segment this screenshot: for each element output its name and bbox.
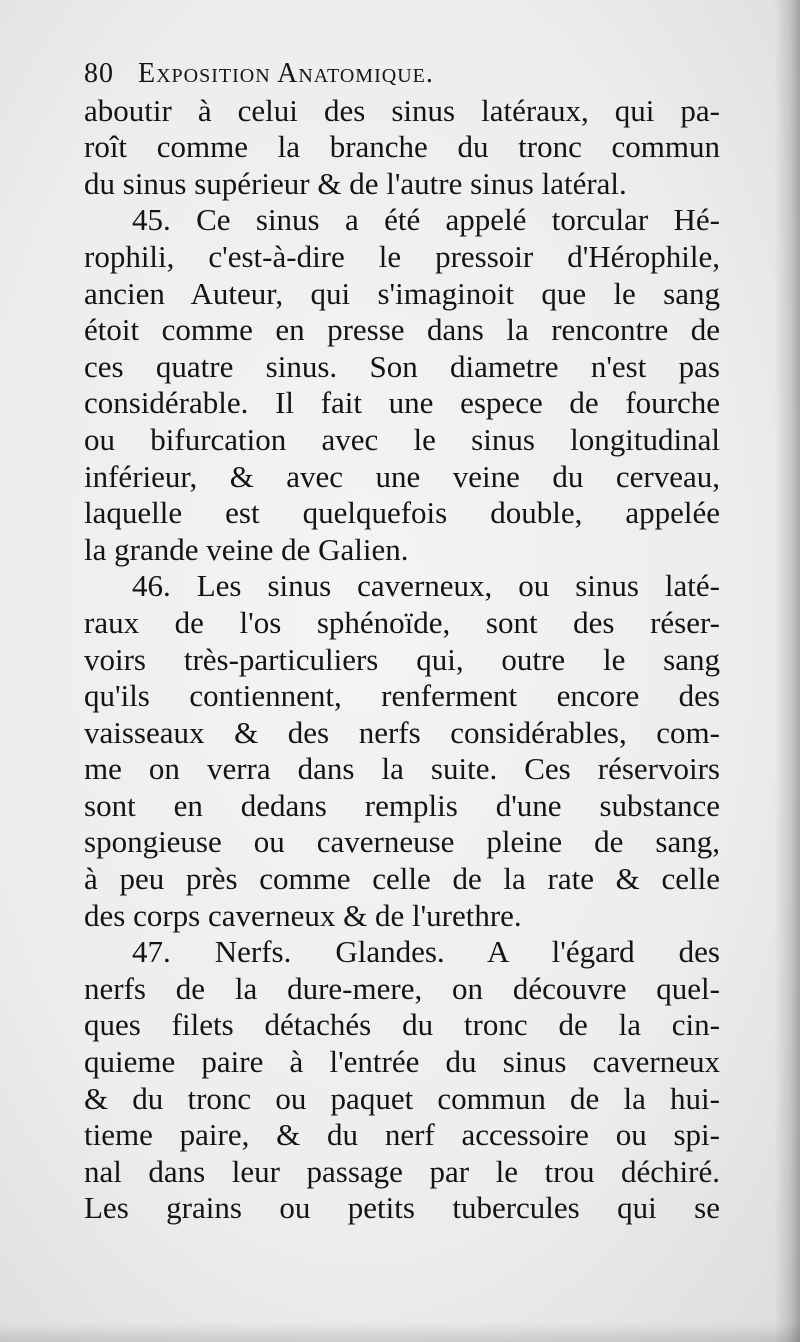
text-line: laquelle est quelquefois double, appelée [84, 495, 720, 531]
text-line: ques filets détachés du tronc de la cin- [84, 1007, 720, 1043]
text-line: Les grains ou petits tubercules qui se [84, 1190, 720, 1226]
running-header [84, 56, 720, 93]
text-line: ancien Auteur, qui s'imaginoit que le sang [84, 275, 720, 311]
text-line: sont en dedans remplis d'une substance [84, 787, 720, 823]
text-line: rophili, c'est-à-dire le pressoir d'Hérophile, [84, 238, 720, 274]
page-number: 80 [84, 58, 114, 89]
text-line: spongieuse ou caverneuse pleine de sang, [84, 824, 720, 860]
running-title: Exposition Anatomique. [138, 58, 434, 89]
text-line: du sinus supérieur & de l'autre sinus latéral. [84, 165, 627, 201]
text-line: & du tronc ou paquet commun de la hui- [84, 1080, 720, 1116]
text-line: nerfs de la dure-mere, on découvre quel- [84, 970, 720, 1006]
text-line: à peu près comme celle de la rate & celle [84, 861, 720, 897]
text-line: qu'ils contiennent, renferment encore des [84, 678, 720, 714]
text-line: ou bifurcation avec le sinus longitudinal [84, 421, 720, 457]
page-text [84, 56, 720, 1227]
text-line: inférieur, & avec une veine du cerveau, [84, 458, 720, 494]
text-line: la grande veine de Galien. [84, 531, 409, 567]
text-line: ces quatre sinus. Son diametre n'est pas [84, 348, 720, 384]
paragraph-47-start: 47. Nerfs. Glandes. A l'égard des [132, 934, 720, 970]
paragraph-45-start: 45. Ce sinus a été appelé torcular Hé- [132, 202, 720, 238]
text-line: vaisseaux & des nerfs considérables, com- [84, 714, 720, 750]
text-line: aboutir à celui des sinus latéraux, qui pa- [84, 92, 720, 128]
text-line: me on verra dans la suite. Ces réservoirs [84, 751, 720, 787]
text-line: considérable. Il fait une espece de fourche [84, 385, 720, 421]
text-line: quieme paire à l'entrée du sinus caverneux [84, 1044, 720, 1080]
paragraph-46-start: 46. Les sinus caverneux, ou sinus laté- [132, 568, 720, 604]
text-line: voirs très-particuliers qui, outre le sang [84, 641, 720, 677]
text-line: roît comme la branche du tronc commun [84, 129, 720, 165]
text-line: nal dans leur passage par le trou déchiré. [84, 1153, 720, 1189]
text-line: étoit comme en presse dans la rencontre de [84, 312, 720, 348]
page-edge-shadow [774, 0, 800, 1342]
text-line: des corps caverneux & de l'urethre. [84, 897, 522, 933]
text-line: raux de l'os sphénoïde, sont des réser- [84, 604, 720, 640]
page-bottom-shadow [0, 1322, 800, 1342]
text-line: tieme paire, & du nerf accessoire ou spi- [84, 1117, 720, 1153]
